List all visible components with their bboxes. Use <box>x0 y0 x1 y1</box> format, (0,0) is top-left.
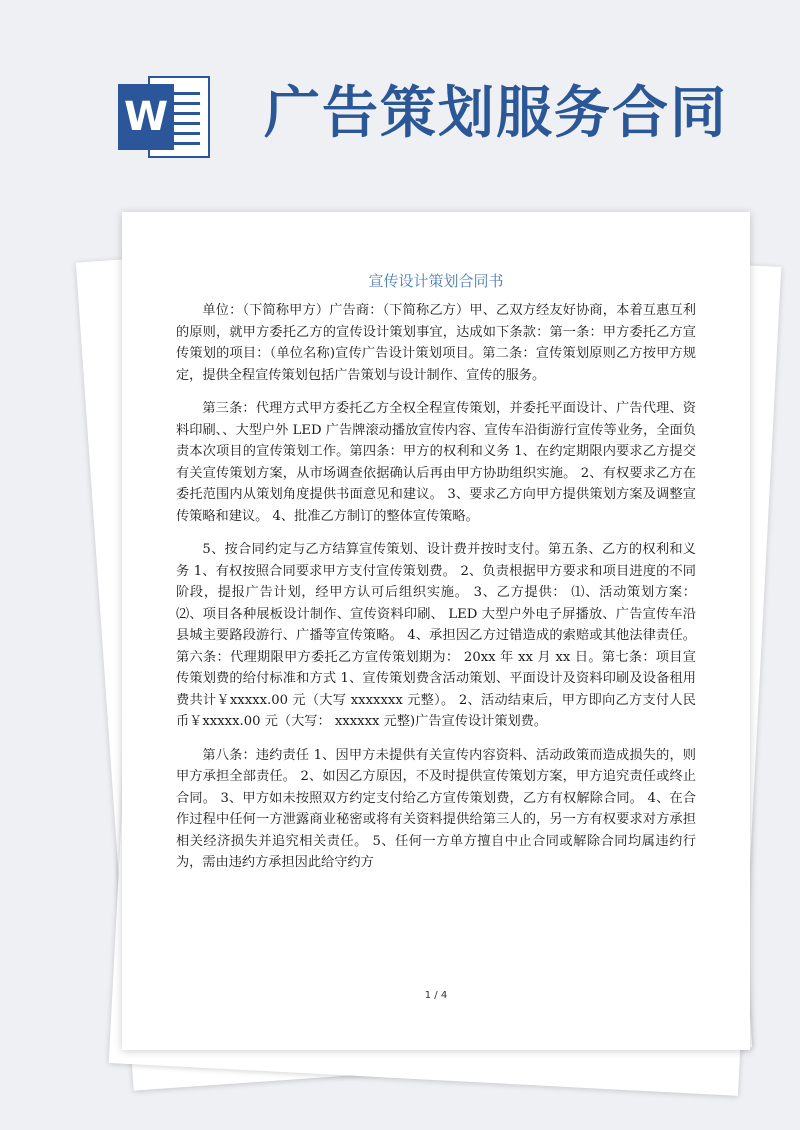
page-number: 1 / 4 <box>424 990 448 1001</box>
paragraph-2: 第三条：代理方式甲方委托乙方全权全程宣传策划，并委托平面设计、广告代理、资料印刷、、大型户外 LED 广告牌滚动播放宣传内容、宣传车沿街游行宣传等业务，全面负责本次项目的宣传策划工作。第四条：甲方的权利和义务 1、在约定期限内要求乙方提交有关宣传策划方案，从市场调查依据确认后再由甲方协助组织实施。 2、有权要求乙方在委托范围内从策划角度提供书面意见和建议。 3、要求乙方向甲方提供策划方案及调整宣传策略和建议。 4、批准乙方制订的整体宣传策略。 <box>176 401 696 524</box>
paragraph-3: 5、按合同约定与乙方结算宣传策划、设计费并按时支付。第五条、乙方的权利和义务 1、有权按照合同要求甲方支付宣传策划费。 2、负责根据甲方要求和项目进度的不同阶段，提报广告计划，经甲方认可后组织实施。 3、乙方提供： ⑴、活动策划方案： ⑵、项目各种展板设计制作、宣传资料印刷、 LED 大型户外电子屏播放、广告宣传车沿县城主要路段游行、广播等宣传策略。 4、承担因乙方过错造成的索赔或其他法律责任。第六条：代理期限甲方委托乙方宣传策划期为： 20xx 年 xx 月 xx 日。第七条：项目宣传策划费的给付标准和方式 1、宣传策划费含活动策划、平面设计及资料印刷及设备租用费共计￥xxxxx.00 元（大写 xxxxxxx 元整）。 2、活动结束后，甲方即向乙方支付人民币￥xxxxx.00 元（大写： xxxxxx 元整)广告宣传设计策划费。 <box>176 542 696 729</box>
paragraph-1: 单位：（下简称甲方）广告商：（下简称乙方）甲、乙双方经友好协商，本着互惠互利的原则，就甲方委托乙方的宣传设计策划事宜，达成如下条款：第一条：甲方委托乙方宣传策划的项目：（单位名称)宣传广告设计策划项目。第二条：宣传策划原则乙方按甲方规定，提供全程宣传策划包括广告策划与设计制作、宣传的服务。 <box>176 303 696 383</box>
word-document-icon <box>118 76 210 158</box>
document-page <box>122 212 750 1050</box>
paragraph-4: 第八条：违约责任 1、因甲方未提供有关宣传内容资料、活动政策而造成损失的，则甲方承担全部责任。 2、如因乙方原因，不及时提供宣传策划方案，甲方追究责任或终止合同。 3、甲方如未按照双方约定支付给乙方宣传策划费，乙方有权解除合同。 4、在合作过程中任何一方泄露商业秘密或将有关资料提供给第三人的，另一方有权要求对方承担相关经济损失并追究相关责任。 5、任何一方单方擅自中止合同或解除合同均属违约行为，需由违约方承担因此给守约方 <box>176 747 696 870</box>
header-banner <box>0 0 800 200</box>
page-title: 广告策划服务合同 <box>264 81 728 146</box>
document-title: 宣传设计策划合同书 <box>368 272 504 290</box>
document-body <box>176 300 696 886</box>
word-badge: W <box>118 84 174 150</box>
